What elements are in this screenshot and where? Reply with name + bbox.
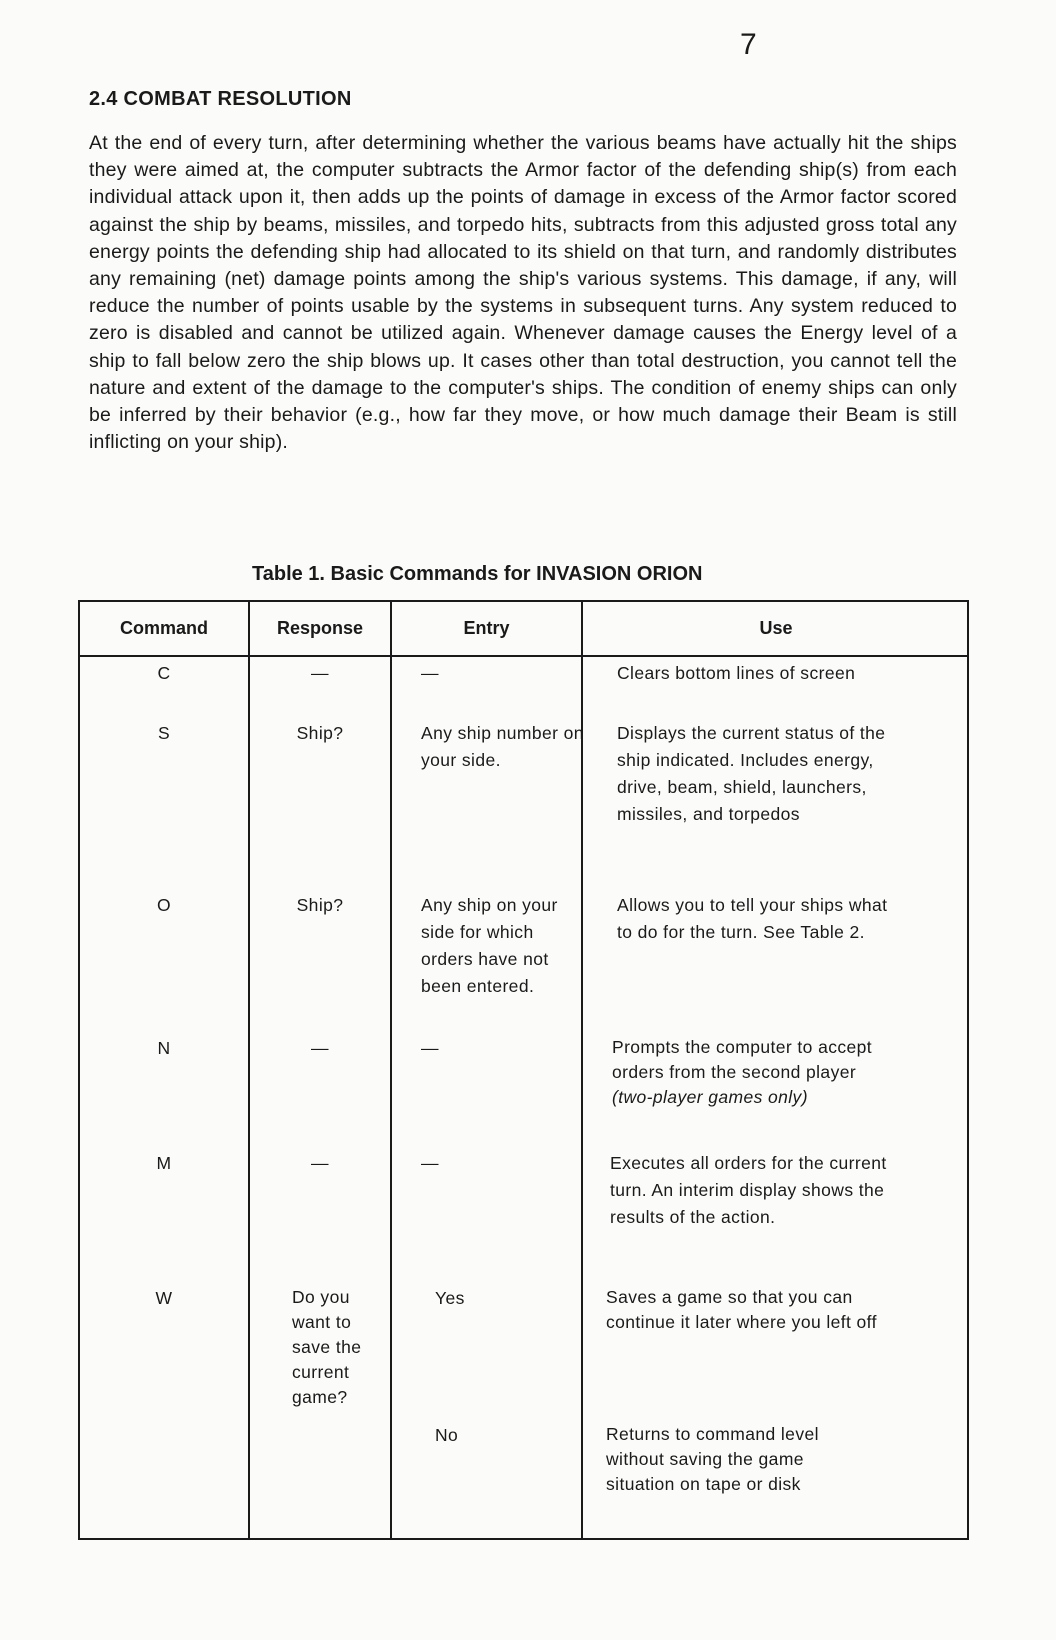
cell-command: S bbox=[157, 723, 171, 743]
table-caption: Table 1. Basic Commands for INVASION ORION bbox=[252, 563, 703, 585]
page-number: 7 bbox=[740, 28, 757, 61]
cell-command: N bbox=[157, 1038, 171, 1058]
cell-response: — bbox=[311, 663, 329, 683]
cell-use: Clears bottom lines of screen bbox=[617, 663, 856, 683]
cell-response: Do you want to save the current game? bbox=[292, 1287, 362, 1407]
cell-use-italic: (two-player games only) bbox=[612, 1087, 808, 1107]
cell-use-wrap bbox=[612, 1035, 897, 1110]
cell-command: C bbox=[157, 663, 171, 683]
cell-command: O bbox=[156, 895, 171, 915]
column-divider bbox=[390, 602, 392, 1538]
cell-use: Executes all orders for the current turn. An interim display shows the results of the action. bbox=[610, 1153, 887, 1227]
cell-use: Allows you to tell your ships what to do for the turn. See Table 2. bbox=[617, 895, 888, 942]
cell-entry: — bbox=[421, 1038, 439, 1058]
cell-use: Prompts the computer to accept orders from the second player bbox=[612, 1037, 873, 1082]
cell-entry: No bbox=[435, 1425, 459, 1445]
cell-command: M bbox=[156, 1153, 172, 1173]
cell-entry: Any ship number on your side. bbox=[421, 723, 584, 770]
cell-entry: Yes bbox=[435, 1288, 465, 1308]
cell-entry: Any ship on your side for which orders have not been entered. bbox=[421, 895, 558, 996]
header-use: Use bbox=[759, 618, 793, 638]
header-command: Command bbox=[119, 618, 208, 638]
cell-use: Returns to command level without saving the game situation on tape or disk bbox=[606, 1424, 819, 1494]
header-entry: Entry bbox=[463, 618, 510, 638]
cell-entry: — bbox=[421, 663, 439, 683]
cell-use: Saves a game so that you can continue it later where you left off bbox=[606, 1287, 877, 1332]
body-paragraph: At the end of every turn, after determining whether the various beams have actually hit the ships they were aimed at, the computer subtracts the Armor factor of the defending ship(s) from each individual attack upon it, then adds up the points of damage in excess of the Armor factor scored against the ship by beams, missiles, and torpedo hits, subtracts from this adjusted gross total any energy points the defending ship had allocated to its shield on that turn, and randomly distributes any remaining (net) damage points among the ship's various systems. This damage, if any, will reduce the number of points usable by the systems in subsequent turns. Any system reduced to zero is disabled and cannot be utilized again. Whenever damage causes the Energy level of a ship to fall below zero the ship blows up. It cases other than total destruction, you cannot tell the nature and extent of the damage to the computer's ships. The condition of enemy ships can only be inferred by their behavior (e.g., how far they move, or how much damage their Beam is still inflicting on your ship). bbox=[89, 132, 957, 454]
header-response: Response bbox=[276, 618, 364, 638]
cell-use: Displays the current status of the ship indicated. Includes energy, drive, beam, shield, launchers, missiles, and torpedos bbox=[617, 723, 886, 824]
cell-response: Ship? bbox=[296, 895, 344, 915]
cell-response: — bbox=[311, 1153, 329, 1173]
commands-table bbox=[78, 600, 969, 1540]
cell-response: — bbox=[311, 1038, 329, 1058]
section-heading: 2.4 COMBAT RESOLUTION bbox=[89, 88, 352, 110]
cell-command: W bbox=[155, 1288, 173, 1308]
cell-entry: — bbox=[421, 1153, 439, 1173]
header-divider bbox=[80, 655, 967, 657]
cell-response: Ship? bbox=[296, 723, 344, 743]
